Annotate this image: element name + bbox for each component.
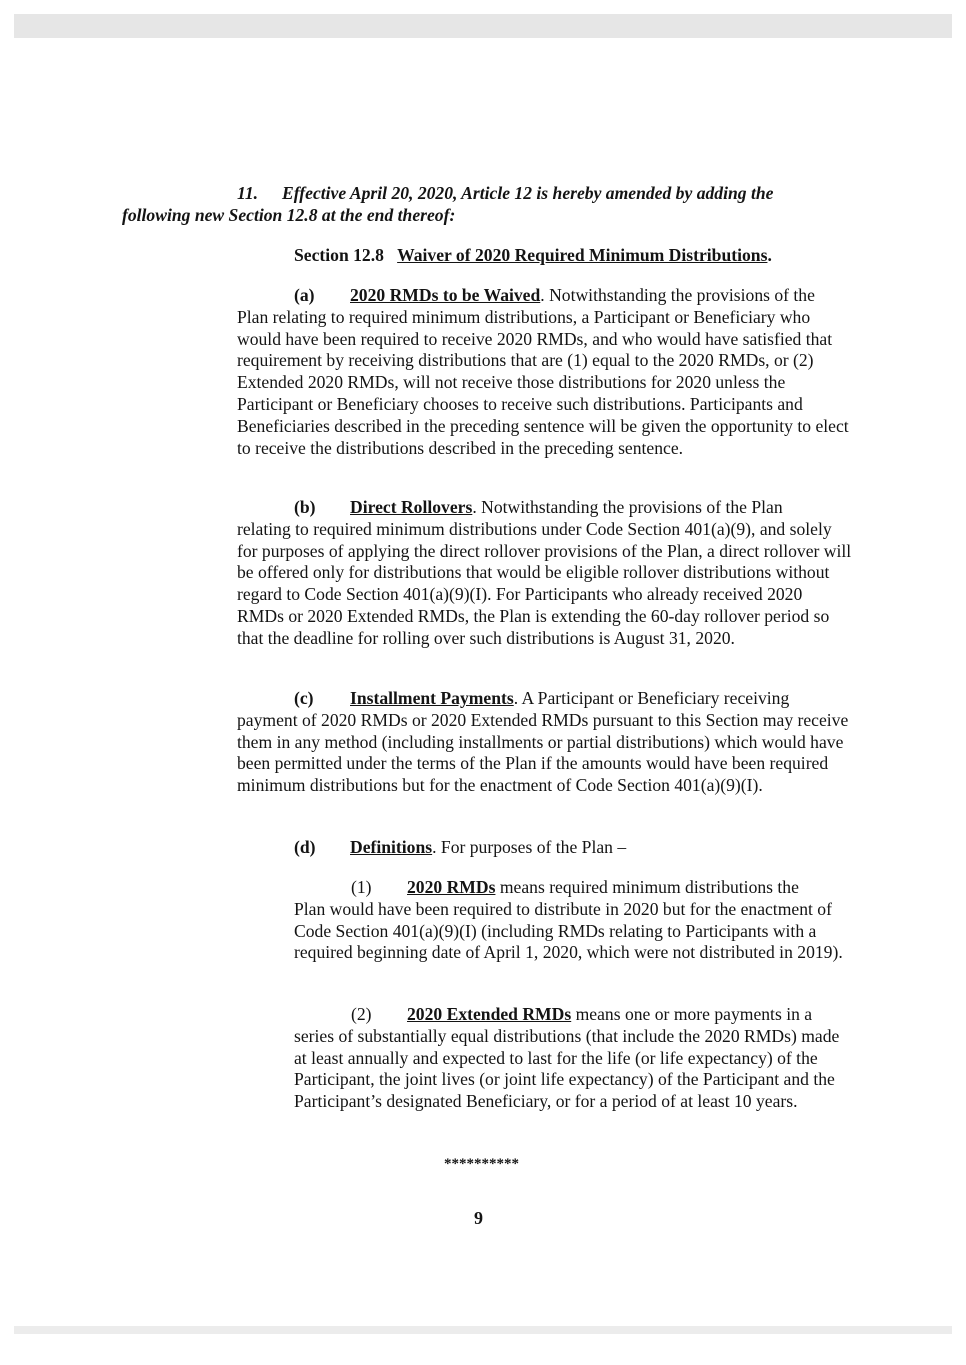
section-title: Waiver of 2020 Required Minimum Distributions <box>397 245 768 265</box>
paragraph-c-title: Installment Payments <box>350 688 514 708</box>
paragraph-d <box>237 837 852 859</box>
section-separator: ********** <box>444 1156 519 1172</box>
paragraph-d-label: (d) <box>294 837 316 857</box>
page-number: 9 <box>474 1208 483 1228</box>
paragraph-a-first-line <box>237 285 852 307</box>
definition-2 <box>294 1004 852 1113</box>
section-title-period: . <box>767 245 772 265</box>
paragraph-b-label: (b) <box>294 497 316 517</box>
amendment-number: 11. <box>237 183 259 203</box>
definition-2-label: (2) <box>351 1004 372 1024</box>
paragraph-c-first-line <box>237 688 852 710</box>
paragraph-c-body: payment of 2020 RMDs or 2020 Extended RMDs pursuant to this Section may receive them in any method (including installments or partial distributions) which would have been permitted under the terms of the Plan if the amounts would have been required minimum distributions but for the enactment of Code Section 401(a)(9)(I). <box>237 709 849 796</box>
paragraph-a-label: (a) <box>294 285 315 305</box>
definition-1-body: Plan would have been required to distribute in 2020 but for the enactment of Code Section 401(a)(9)(I) (including RMDs relating to Participants with a required beginning date of April 1, 2020, which were not distributed in 2019). <box>294 898 843 963</box>
amendment-intro-text2: following new Section 12.8 at the end thereof: <box>122 204 456 225</box>
paragraph-d-lead: . For purposes of the Plan – <box>432 837 627 857</box>
paragraph-a-lead: . Notwithstanding the provisions of the <box>540 285 815 305</box>
paragraph-d-first-line <box>237 837 852 859</box>
section-heading <box>294 245 854 267</box>
paragraph-d-title: Definitions <box>350 837 433 857</box>
paragraph-b-first-line <box>237 497 852 519</box>
definition-1-lead: means required minimum distributions the <box>495 877 799 897</box>
section-label: Section 12.8 <box>294 245 384 265</box>
definition-2-lead: means one or more payments in a <box>571 1004 813 1024</box>
definition-2-body: series of substantially equal distributions (that include the 2020 RMDs) made at least annually and expected to last for the life (or life expectancy) of the Participant, the joint lives (or joint life expectancy) of the Participant and the Participant’s designated Beneficiary, or for a period of at least 10 years. <box>294 1025 840 1112</box>
scan-edge-top <box>14 14 952 38</box>
definition-1 <box>294 877 852 964</box>
amendment-intro-line1 <box>122 183 852 205</box>
definition-2-first-line <box>294 1004 852 1026</box>
paragraph-a-body: Plan relating to required minimum distributions, a Participant or Beneficiary who would have been required to receive 2020 RMDs, and who would have satisfied that requirement by receiving distributions that are (1) equal to the 2020 RMDs, or (2) Extended 2020 RMDs, will not receive those distributions for 2020 unless the Participant or Beneficiary chooses to receive such distributions. Participants and Beneficiaries described in the preceding sentence will be given the opportunity to elect to receive the distributions described in the preceding sentence. <box>237 306 849 458</box>
paragraph-c <box>237 688 852 797</box>
amendment-intro-text1: Effective April 20, 2020, Article 12 is hereby amended by adding the <box>282 183 774 203</box>
paragraph-c-label: (c) <box>294 688 314 708</box>
paragraph-c-lead: . A Participant or Beneficiary receiving <box>513 688 790 708</box>
scan-edge-bottom <box>14 1326 952 1334</box>
paragraph-a-title: 2020 RMDs to be Waived <box>350 285 541 305</box>
paragraph-b-body: relating to required minimum distributions under Code Section 401(a)(9), and solely for purposes of applying the direct rollover provisions of the Plan, a direct rollover will be offered only for distributions that would be eligible rollover distributions without regard to Code Section 401(a)(9)(I). For Participants who already received 2020 RMDs or 2020 Extended RMDs, the Plan is extending the 60-day rollover period so that the deadline for rolling over such distributions is August 31, 2020. <box>237 518 852 648</box>
paragraph-b <box>237 497 852 650</box>
paragraph-b-title: Direct Rollovers <box>350 497 473 517</box>
amendment-intro <box>122 183 852 227</box>
paragraph-b-lead: . Notwithstanding the provisions of the Plan <box>472 497 783 517</box>
definition-2-title: 2020 Extended RMDs <box>407 1004 572 1024</box>
definition-1-title: 2020 RMDs <box>407 877 496 897</box>
paragraph-a <box>237 285 852 459</box>
definition-1-first-line <box>294 877 852 899</box>
definition-1-label: (1) <box>351 877 372 897</box>
